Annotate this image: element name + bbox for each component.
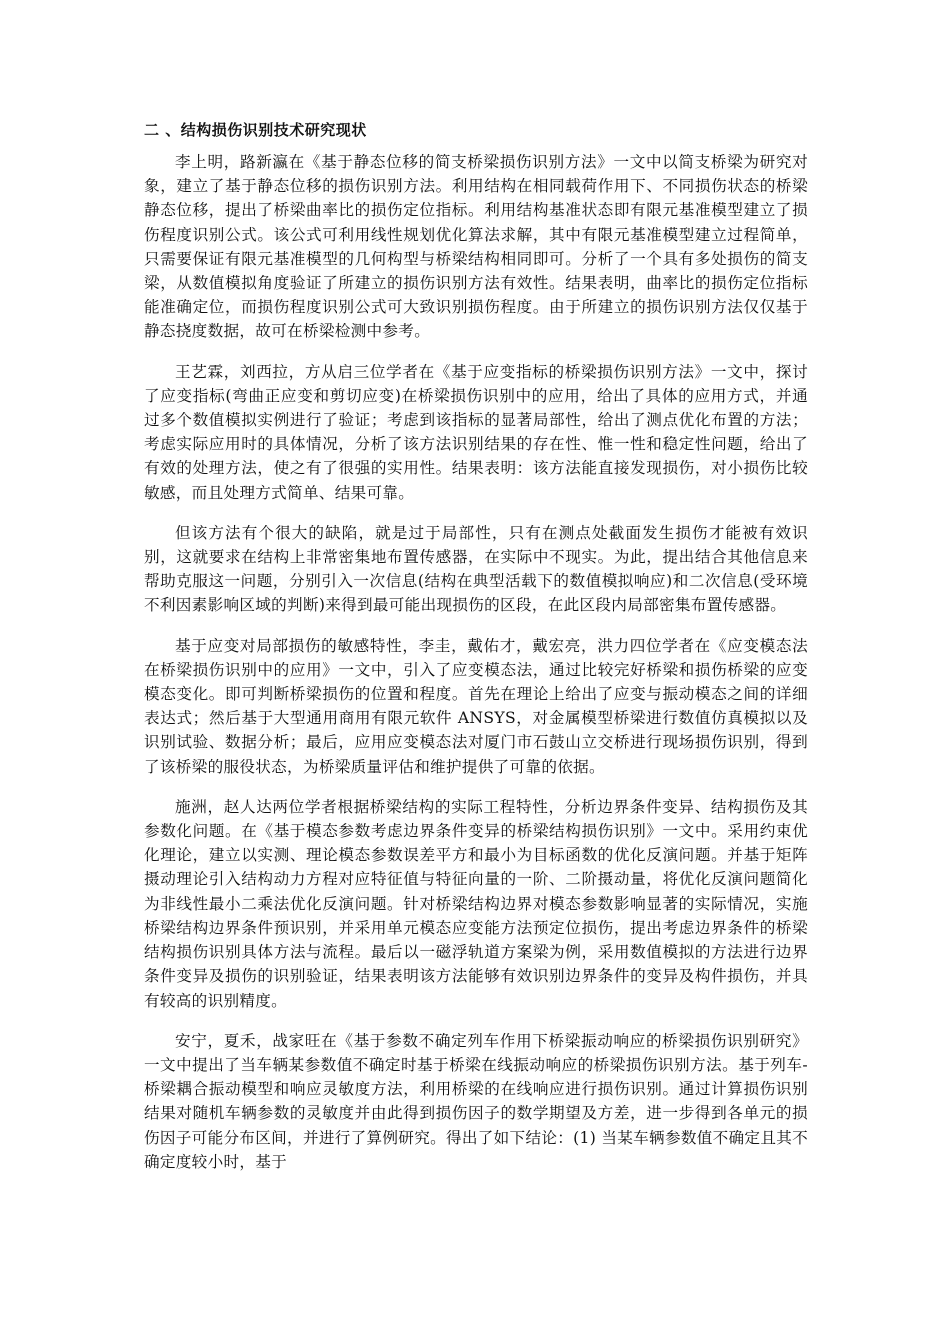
paragraph-train-vibration: 安宁，夏禾，战家旺在《基于参数不确定列车作用下桥梁振动响应的桥梁损伤识别研究》一文中提出了当车辆某参数值不确定时基于桥梁在线振动响应的桥梁损伤识别方法。基于列车-桥梁耦合振动模型和响应灵敏度方法，利用桥梁的在线响应进行损伤识别。通过计算损伤识别结果对随机车辆参数的灵敏度并由此得到损伤因子的数学期望及方差，进一步得到各单元的损伤因子可能分布区间，并进行了算例研究。得出了如下结论：(1) 当某车辆参数值不确定且其不确定度较小时，基于 <box>144 1031 808 1171</box>
paragraph-strain-modal: 基于应变对局部损伤的敏感特性，李圭，戴佑才，戴宏亮，洪力四位学者在《应变模态法在桥梁损伤识别中的应用》一文中，引入了应变模态法，通过比较完好桥梁和损伤桥梁的应变模态变化。即可判断桥梁损伤的位置和程度。首先在理论上给出了应变与振动模态之间的详细表达式；然后基于大型通用商用有限元软件 ANSYS，对金属模型桥梁进行数值仿真模拟以及识别试验、数据分析；最后，应用应变模态法对厦门市石鼓山立交桥进行现场损伤识别，得到了该桥梁的服役状态，为桥梁质量评估和维护提供了可靠的依据。 <box>144 636 808 776</box>
paragraph-boundary-condition: 施洲，赵人达两位学者根据桥梁结构的实际工程特性，分析边界条件变异、结构损伤及其参数化问题。在《基于模态参数考虑边界条件变异的桥梁结构损伤识别》一文中。采用约束优化理论，建立以实测、理论模态参数误差平方和最小为目标函数的优化反演问题。并基于矩阵摄动理论引入结构动力方程对应特征值与特征向量的一阶、二阶摄动量，将优化反演问题简化为非线性最小二乘法优化反演问题。针对桥梁结构边界对模态参数影响显著的实际情况，实施桥梁结构边界条件预识别，并采用单元模态应变能方法预定位损伤，提出考虑边界条件的桥梁结构损伤识别具体方法与流程。最后以一磁浮轨道方案梁为例，采用数值模拟的方法进行边界条件变异及损伤的识别验证，结果表明该方法能够有效识别边界条件的变异及构件损伤，并具有较高的识别精度。 <box>144 797 808 1010</box>
paragraph-static-displacement: 李上明，路新瀛在《基于静态位移的简支桥梁损伤识别方法》一文中以简支桥梁为研究对象，建立了基于静态位移的损伤识别方法。利用结构在相同载荷作用下、不同损伤状态的桥梁静态位移，提出了桥梁曲率比的损伤定位指标。利用结构基准状态即有限元基准模型建立了损伤程度识别公式。该公式可利用线性规划优化算法求解，其中有限元基准模型建立过程简单，只需要保证有限元基准模型的几何构型与桥梁结构相同即可。分析了一个具有多处损伤的简支梁，从数值模拟角度验证了所建立的损伤识别方法有效性。结果表明，曲率比的损伤定位指标能准确定位，而损伤程度识别公式可大致识别损伤程度。由于所建立的损伤识别方法仅仅基于静态挠度数据，故可在桥梁检测中参考。 <box>144 153 808 341</box>
section-heading: 二 、结构损伤识别技术研究现状 <box>144 121 367 139</box>
document-page <box>144 118 808 1190</box>
paragraph-method-limitation: 但该方法有个很大的缺陷，就是过于局部性，只有在测点处截面发生损伤才能被有效识别，这就要求在结构上非常密集地布置传感器，在实际中不现实。为此，提出结合其他信息来帮助克服这一问题，分别引入一次信息(结构在典型活载下的数值模拟响应)和二次信息(受环境不利因素影响区域的判断)来得到最可能出现损伤的区段，在此区段内局部密集布置传感器。 <box>144 523 808 615</box>
paragraph-strain-index: 王艺霖，刘西拉，方从启三位学者在《基于应变指标的桥梁损伤识别方法》一文中，探讨了应变指标(弯曲正应变和剪切应变)在桥梁损伤识别中的应用，给出了具体的应用方式，并通过多个数值模拟实例进行了验证；考虑到该指标的显著局部性，给出了测点优化布置的方法；考虑实际应用时的具体情况，分析了该方法识别结果的存在性、惟一性和稳定性问题，给出了有效的处理方法，使之有了很强的实用性。结果表明：该方法能直接发现损伤，对小损伤比较敏感，而且处理方式简单、结果可靠。 <box>144 362 808 502</box>
